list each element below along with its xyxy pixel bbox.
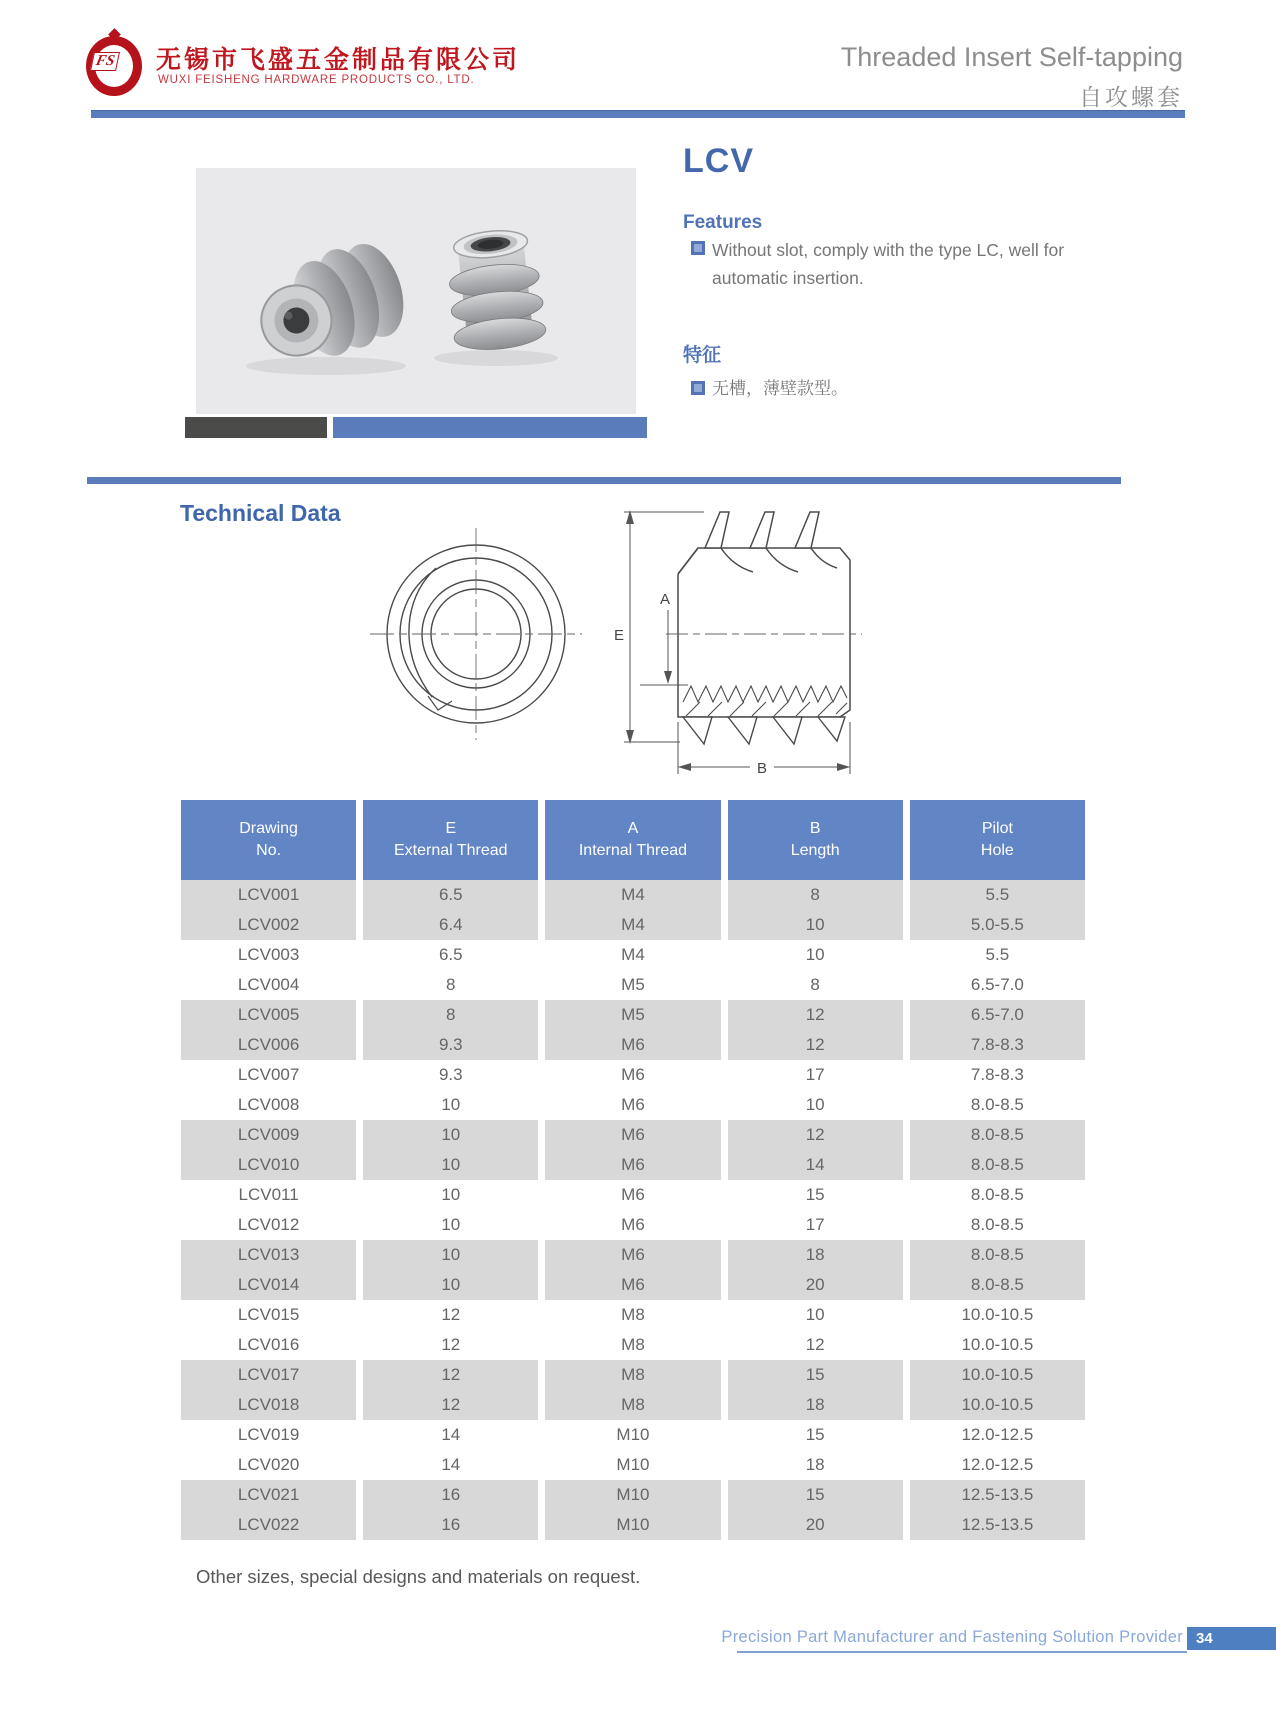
feature-item-text: Without slot, comply with the type LC, well for automatic insertion. [712, 240, 1065, 288]
features-heading: Features [683, 212, 763, 233]
table-cell: M5 [545, 970, 720, 1000]
header-line: Internal Thread [578, 842, 688, 859]
table-cell: 8.0-8.5 [910, 1240, 1085, 1270]
table-cell: 10.0-10.5 [910, 1330, 1085, 1360]
header-cell-external-thread [363, 800, 538, 880]
header-line: Hole [980, 842, 1014, 859]
footer-underline [737, 1651, 1187, 1653]
table-cell: LCV009 [181, 1120, 356, 1150]
page-number-badge: 34 [1187, 1627, 1276, 1650]
table-row [181, 1060, 1085, 1090]
table-cell: LCV002 [181, 910, 356, 940]
doc-title-cn: 自攻螺套 [1079, 84, 1183, 110]
header-line: Pilot [981, 820, 1013, 838]
header-line: Length [790, 842, 840, 859]
features-cn-heading: 特征 [683, 345, 722, 366]
table-cell: 8 [363, 970, 538, 1000]
logo-fs-text: FS [90, 52, 120, 71]
table-cell: LCV017 [181, 1360, 356, 1390]
table-cell: 12 [363, 1390, 538, 1420]
table-cell: LCV005 [181, 1000, 356, 1030]
product-photo [196, 168, 636, 414]
doc-title-en: Threaded Insert Self-tapping [840, 42, 1183, 72]
feature-cn-item-text: 无槽，薄壁款型。 [712, 379, 848, 398]
table-cell: M10 [545, 1420, 720, 1450]
table-cell: M8 [545, 1360, 720, 1390]
table-cell: M6 [545, 1150, 720, 1180]
table-cell: 12 [363, 1330, 538, 1360]
table-cell: LCV001 [181, 880, 356, 910]
table-cell: 6.5 [363, 880, 538, 910]
table-cell: 10 [363, 1210, 538, 1240]
table-row [181, 1510, 1085, 1540]
table-cell: 12 [728, 1120, 903, 1150]
header-line: B [809, 820, 821, 838]
table-cell: 7.8-8.3 [910, 1030, 1085, 1060]
table-cell: M10 [545, 1450, 720, 1480]
table-row [181, 1030, 1085, 1060]
table-row [181, 1210, 1085, 1240]
table-cell: LCV008 [181, 1090, 356, 1120]
footer-slogan: Precision Part Manufacturer and Fastening Solution Provider [721, 1628, 1183, 1646]
table-cell: LCV010 [181, 1150, 356, 1180]
table-cell: 8 [363, 1000, 538, 1030]
table-cell: 14 [728, 1150, 903, 1180]
table-cell: 15 [728, 1420, 903, 1450]
table-row [181, 970, 1085, 1000]
table-cell: M6 [545, 1060, 720, 1090]
table-cell: 10 [363, 1120, 538, 1150]
table-cell: 20 [728, 1270, 903, 1300]
table-cell: M6 [545, 1030, 720, 1060]
table-cell: M6 [545, 1090, 720, 1120]
table-cell: LCV012 [181, 1210, 356, 1240]
table-row [181, 1150, 1085, 1180]
table-cell: 12.5-13.5 [910, 1480, 1085, 1510]
table-cell: 5.5 [910, 940, 1085, 970]
table-cell: 12 [728, 1330, 903, 1360]
table-cell: LCV021 [181, 1480, 356, 1510]
table-cell: M8 [545, 1300, 720, 1330]
table-row [181, 1480, 1085, 1510]
table-cell: 14 [363, 1420, 538, 1450]
header-cell-pilot-hole [910, 800, 1085, 880]
table-row [181, 1330, 1085, 1360]
header-line: Drawing [239, 820, 298, 838]
table-cell: 8 [728, 880, 903, 910]
photo-caption-bar-blue [333, 417, 647, 438]
company-logo [84, 30, 144, 96]
front-view-drawing [370, 528, 582, 740]
header-rule [91, 110, 1185, 118]
table-cell: 10 [728, 910, 903, 940]
table-cell: 12.0-12.5 [910, 1450, 1085, 1480]
table-cell: M10 [545, 1480, 720, 1510]
table-row [181, 1090, 1085, 1120]
table-cell: 10.0-10.5 [910, 1300, 1085, 1330]
table-cell: 12 [728, 1030, 903, 1060]
table-cell: LCV013 [181, 1240, 356, 1270]
table-cell: 8.0-8.5 [910, 1270, 1085, 1300]
table-cell: LCV020 [181, 1450, 356, 1480]
table-cell: 8.0-8.5 [910, 1210, 1085, 1240]
table-cell: M6 [545, 1270, 720, 1300]
table-row [181, 1180, 1085, 1210]
table-row [181, 1300, 1085, 1330]
spec-table-header-row [181, 800, 1085, 880]
table-cell: 10 [728, 1300, 903, 1330]
table-cell: M4 [545, 910, 720, 940]
table-cell: M8 [545, 1390, 720, 1420]
table-cell: 18 [728, 1390, 903, 1420]
table-cell: 12 [363, 1360, 538, 1390]
table-row [181, 1240, 1085, 1270]
table-row [181, 1390, 1085, 1420]
product-photo-image [196, 168, 636, 414]
table-cell: LCV007 [181, 1060, 356, 1090]
company-name-en: WUXI FEISHENG HARDWARE PRODUCTS CO., LTD. [158, 74, 475, 86]
product-model-title: LCV [683, 142, 754, 180]
table-cell: 5.5 [910, 880, 1085, 910]
table-cell: M5 [545, 1000, 720, 1030]
table-cell: M6 [545, 1210, 720, 1240]
table-cell: M6 [545, 1180, 720, 1210]
side-view-drawing [614, 510, 862, 777]
table-row [181, 940, 1085, 970]
header-cell-drawing-no [181, 800, 356, 880]
table-cell: 16 [363, 1480, 538, 1510]
dim-label-e: E [614, 627, 625, 644]
header-line: E [445, 820, 457, 838]
table-cell: 9.3 [363, 1030, 538, 1060]
table-row [181, 880, 1085, 910]
photo-caption-bar-dark [185, 417, 327, 438]
table-cell: 10 [728, 1090, 903, 1120]
table-cell: M8 [545, 1330, 720, 1360]
table-cell: 10.0-10.5 [910, 1360, 1085, 1390]
table-cell: 12 [363, 1300, 538, 1330]
table-cell: 18 [728, 1450, 903, 1480]
table-cell: 15 [728, 1360, 903, 1390]
table-cell: LCV015 [181, 1300, 356, 1330]
spec-table-body [181, 880, 1085, 1540]
dim-label-a: A [660, 591, 671, 608]
table-cell: 17 [728, 1060, 903, 1090]
header-line: External Thread [394, 842, 508, 859]
table-cell: LCV016 [181, 1330, 356, 1360]
technical-drawing [368, 482, 928, 792]
table-row [181, 1420, 1085, 1450]
header-line: A [627, 820, 639, 838]
table-row [181, 1000, 1085, 1030]
table-cell: 9.3 [363, 1060, 538, 1090]
table-cell: 14 [363, 1450, 538, 1480]
table-cell: LCV018 [181, 1390, 356, 1420]
table-cell: 10 [363, 1180, 538, 1210]
feature-bullet-icon [691, 241, 705, 255]
table-cell: LCV014 [181, 1270, 356, 1300]
table-cell: LCV003 [181, 940, 356, 970]
table-cell: 8.0-8.5 [910, 1150, 1085, 1180]
table-cell: 12.0-12.5 [910, 1420, 1085, 1450]
table-cell: 10 [363, 1240, 538, 1270]
table-cell: LCV011 [181, 1180, 356, 1210]
header-cell-internal-thread [545, 800, 720, 880]
technical-drawing-image [368, 482, 928, 792]
table-cell: 12 [728, 1000, 903, 1030]
feature-cn-bullet-icon [691, 381, 705, 395]
header-line: No. [256, 842, 282, 859]
table-cell: 10 [363, 1270, 538, 1300]
table-cell: 8.0-8.5 [910, 1180, 1085, 1210]
table-cell: 10 [728, 940, 903, 970]
dim-label-b: B [757, 760, 768, 777]
technical-data-heading: Technical Data [180, 500, 341, 526]
table-cell: LCV022 [181, 1510, 356, 1540]
table-row [181, 1360, 1085, 1390]
table-row [181, 910, 1085, 940]
table-cell: 12.5-13.5 [910, 1510, 1085, 1540]
table-cell: 20 [728, 1510, 903, 1540]
table-cell: 17 [728, 1210, 903, 1240]
table-cell: 8.0-8.5 [910, 1090, 1085, 1120]
company-name-cn: 无锡市飞盛五金制品有限公司 [156, 46, 521, 74]
table-cell: M10 [545, 1510, 720, 1540]
table-cell: M4 [545, 880, 720, 910]
table-cell: 6.5-7.0 [910, 970, 1085, 1000]
table-cell: 8.0-8.5 [910, 1120, 1085, 1150]
table-cell: 18 [728, 1240, 903, 1270]
table-cell: 15 [728, 1480, 903, 1510]
table-cell: M6 [545, 1120, 720, 1150]
table-cell: 10 [363, 1150, 538, 1180]
table-cell: 10.0-10.5 [910, 1390, 1085, 1420]
table-cell: 8 [728, 970, 903, 1000]
table-cell: 5.0-5.5 [910, 910, 1085, 940]
table-cell: LCV006 [181, 1030, 356, 1060]
table-cell: M4 [545, 940, 720, 970]
table-cell: 6.4 [363, 910, 538, 940]
table-row [181, 1450, 1085, 1480]
table-cell: 6.5-7.0 [910, 1000, 1085, 1030]
table-row [181, 1270, 1085, 1300]
table-cell: 16 [363, 1510, 538, 1540]
table-row [181, 1120, 1085, 1150]
table-cell: 7.8-8.3 [910, 1060, 1085, 1090]
spec-table [174, 800, 1092, 1540]
table-cell: M6 [545, 1240, 720, 1270]
table-cell: 10 [363, 1090, 538, 1120]
table-cell: 15 [728, 1180, 903, 1210]
table-cell: 6.5 [363, 940, 538, 970]
note-text: Other sizes, special designs and materials on request. [196, 1566, 641, 1587]
table-cell: LCV004 [181, 970, 356, 1000]
table-cell: LCV019 [181, 1420, 356, 1450]
header-cell-length [728, 800, 903, 880]
